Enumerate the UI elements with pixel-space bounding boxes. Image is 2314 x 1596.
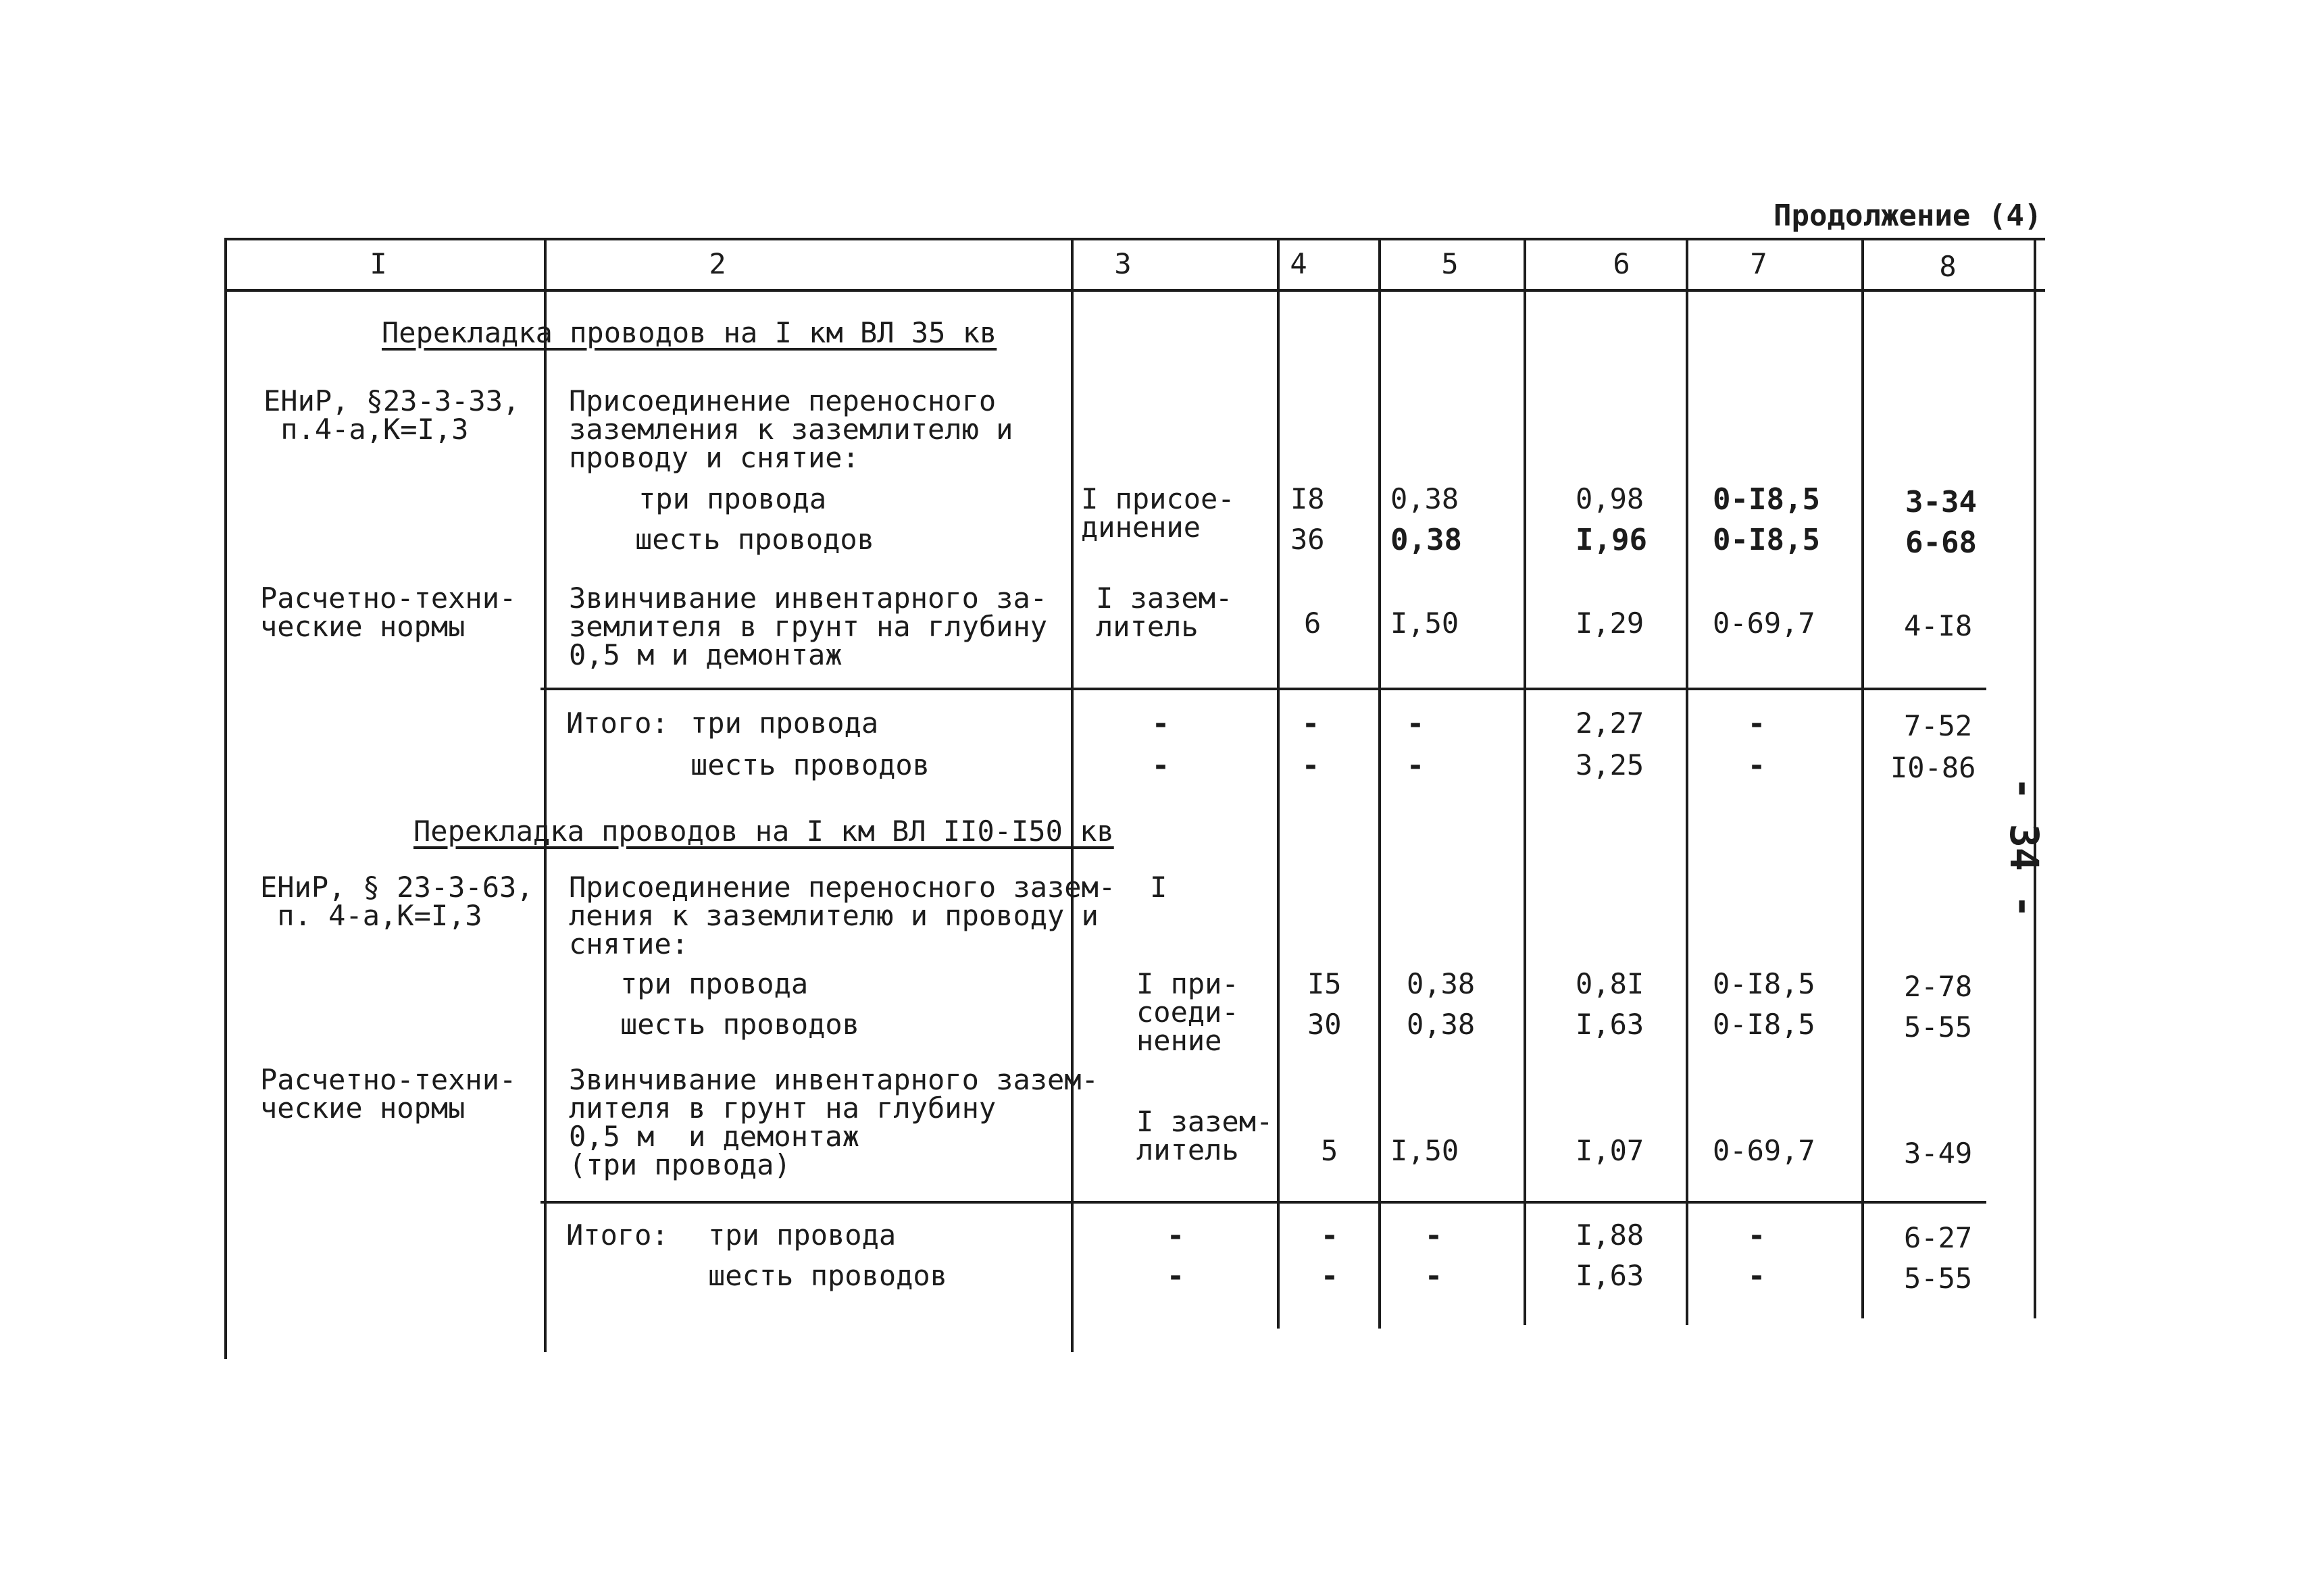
s2r1-i2-c6: I,63 <box>1576 1008 1644 1041</box>
s2r2-c8: 3-49 <box>1904 1137 1973 1170</box>
section2-total-label: Итого: <box>566 1218 669 1252</box>
col-header-6: 6 <box>1613 247 1630 280</box>
s1-total-i2-c8: I0-86 <box>1890 751 1976 784</box>
s1-total-i2-c7: - <box>1747 748 1766 783</box>
s1r2-c8: 4-I8 <box>1904 609 1973 642</box>
table-header-border <box>224 289 2045 292</box>
s1r1-i1-c4: I8 <box>1290 482 1325 515</box>
section1-row1-source: ЕНиР, §23-3-33, п.4-а,К=I,3 <box>263 384 520 446</box>
s1r1-i2-c7: 0-I8,5 <box>1713 523 1820 557</box>
section1-row1-item2-label: шесть проводов <box>635 523 875 556</box>
col-header-3: 3 <box>1114 247 1132 280</box>
s2-total-i1-c7: - <box>1747 1218 1766 1253</box>
s2r1-i1-c6: 0,8I <box>1576 967 1644 1000</box>
s2r1-i2-c4: 30 <box>1307 1008 1342 1041</box>
s2-total-i1-c4: - <box>1320 1218 1339 1253</box>
section1-row1-item1-label: три провода <box>638 482 827 515</box>
s2r1-i1-c5: 0,38 <box>1407 967 1476 1000</box>
section1-title: Перекладка проводов на I км ВЛ 35 кв <box>382 316 997 349</box>
section2-row2-unit: I зазем- литель <box>1136 1105 1274 1166</box>
section2-row1-unit-top: I <box>1150 871 1167 904</box>
s2-total-i1-label: три провода <box>708 1218 897 1252</box>
s1r2-c7: 0-69,7 <box>1713 607 1815 640</box>
col-border-0 <box>224 238 227 1359</box>
s2-total-i2-c6: I,63 <box>1576 1259 1644 1292</box>
s1-total-i2-c6: 3,25 <box>1576 748 1644 781</box>
s2r2-c4: 5 <box>1321 1134 1338 1167</box>
s1-total-i1-c5: - <box>1406 706 1425 741</box>
s2r2-c5: I,50 <box>1390 1134 1459 1167</box>
col-border-7 <box>1861 238 1864 1318</box>
s1-total-i2-c3: - <box>1151 748 1170 783</box>
s1-total-i1-c7: - <box>1747 706 1766 741</box>
s2-total-i2-c7: - <box>1747 1259 1766 1293</box>
s2r2-c6: I,07 <box>1576 1134 1644 1167</box>
section2-row1-unit: I при- соеди- нение <box>1136 967 1239 1057</box>
s1-total-i1-label: три провода <box>690 706 879 740</box>
section2-row2-description: Звинчивание инвентарного зазем- лителя в грунт на глубину 0,5 м и демонтаж (три провода) <box>569 1063 1099 1181</box>
table-top-border <box>224 238 2045 240</box>
s1r1-i2-c8: 6-68 <box>1905 525 1977 560</box>
section2-row1-source: ЕНиР, § 23-3-63, п. 4-а,К=I,3 <box>260 871 534 932</box>
s1-total-i2-label: шесть проводов <box>690 748 930 781</box>
s2-total-i2-c5: - <box>1424 1259 1443 1293</box>
s2r2-c7: 0-69,7 <box>1713 1134 1815 1167</box>
col-header-2: 2 <box>709 247 726 280</box>
section1-row2-description: Звинчивание инвентарного за- землителя в грунт на глубину 0,5 м и демонтаж <box>569 582 1048 671</box>
section2-row2-source: Расчетно-техни- ческие нормы <box>260 1063 517 1125</box>
col-header-5: 5 <box>1441 247 1459 280</box>
col-header-1: I <box>370 247 387 280</box>
s2-total-i1-c6: I,88 <box>1576 1218 1644 1252</box>
s2r1-i2-c8: 5-55 <box>1904 1010 1973 1044</box>
col-border-5 <box>1524 238 1526 1325</box>
section2-total-separator <box>540 1201 1986 1204</box>
s2r1-i1-c8: 2-78 <box>1904 970 1973 1003</box>
s2-total-i2-c3: - <box>1166 1259 1185 1293</box>
s1r1-i1-c6: 0,98 <box>1576 482 1644 515</box>
s1r2-c4: 6 <box>1304 607 1322 640</box>
s1r1-i2-c5: 0,38 <box>1390 523 1462 557</box>
s1-total-i1-c3: - <box>1151 706 1170 741</box>
section1-total-label: Итого: <box>566 706 669 740</box>
col-border-4 <box>1378 238 1381 1329</box>
section2-row1-item2-label: шесть проводов <box>620 1008 860 1041</box>
s1r2-c6: I,29 <box>1576 607 1644 640</box>
s2r1-i1-c7: 0-I8,5 <box>1713 967 1815 1000</box>
s1-total-i2-c5: - <box>1406 748 1425 783</box>
s2-total-i2-label: шесть проводов <box>708 1259 948 1292</box>
section1-row2-source: Расчетно-техни- ческие нормы <box>260 582 517 643</box>
s2r1-i2-c5: 0,38 <box>1407 1008 1476 1041</box>
col-header-7: 7 <box>1750 247 1767 280</box>
s2-total-i1-c5: - <box>1424 1218 1443 1253</box>
page-number: - 34 - <box>2001 777 2047 919</box>
s2-total-i2-c4: - <box>1320 1259 1339 1293</box>
continuation-label: Продолжение (4) <box>1774 199 2042 233</box>
col-border-6 <box>1686 238 1688 1325</box>
section2-row1-description: Присоединение переносного зазем- ления к заземлителю и проводу и снятие: <box>569 871 1116 960</box>
section1-total-separator <box>540 688 1986 690</box>
col-border-2 <box>1071 238 1074 1352</box>
s1-total-i1-c6: 2,27 <box>1576 706 1644 740</box>
s1r1-i1-c8: 3-34 <box>1905 485 1977 519</box>
section1-row2-unit: I зазем- литель <box>1096 582 1233 643</box>
col-border-3 <box>1277 238 1280 1329</box>
col-header-8: 8 <box>1939 250 1957 283</box>
s2-total-i1-c3: - <box>1166 1218 1185 1253</box>
s1-total-i1-c8: 7-52 <box>1904 709 1973 742</box>
s1r1-i2-c6: I,96 <box>1576 523 1647 557</box>
section2-title: Перекладка проводов на I км ВЛ II0-I50 кв <box>413 815 1114 848</box>
s1r1-i2-c4: 36 <box>1290 523 1325 556</box>
s1-total-i2-c4: - <box>1301 748 1320 783</box>
s1-total-i1-c4: - <box>1301 706 1320 741</box>
s1r1-i1-c5: 0,38 <box>1390 482 1459 515</box>
col-border-1 <box>544 238 547 1352</box>
section1-row1-unit: I присое- динение <box>1081 482 1235 544</box>
s2r1-i2-c7: 0-I8,5 <box>1713 1008 1815 1041</box>
s1r2-c5: I,50 <box>1390 607 1459 640</box>
section2-row1-item1-label: три провода <box>620 967 809 1000</box>
section1-row1-description: Присоединение переносного заземления к заземлителю и проводу и снятие: <box>569 384 1013 474</box>
s1r1-i1-c7: 0-I8,5 <box>1713 482 1820 517</box>
s2-total-i1-c8: 6-27 <box>1904 1221 1973 1254</box>
s2r1-i1-c4: I5 <box>1307 967 1342 1000</box>
s2-total-i2-c8: 5-55 <box>1904 1262 1973 1295</box>
col-header-4: 4 <box>1290 247 1307 280</box>
